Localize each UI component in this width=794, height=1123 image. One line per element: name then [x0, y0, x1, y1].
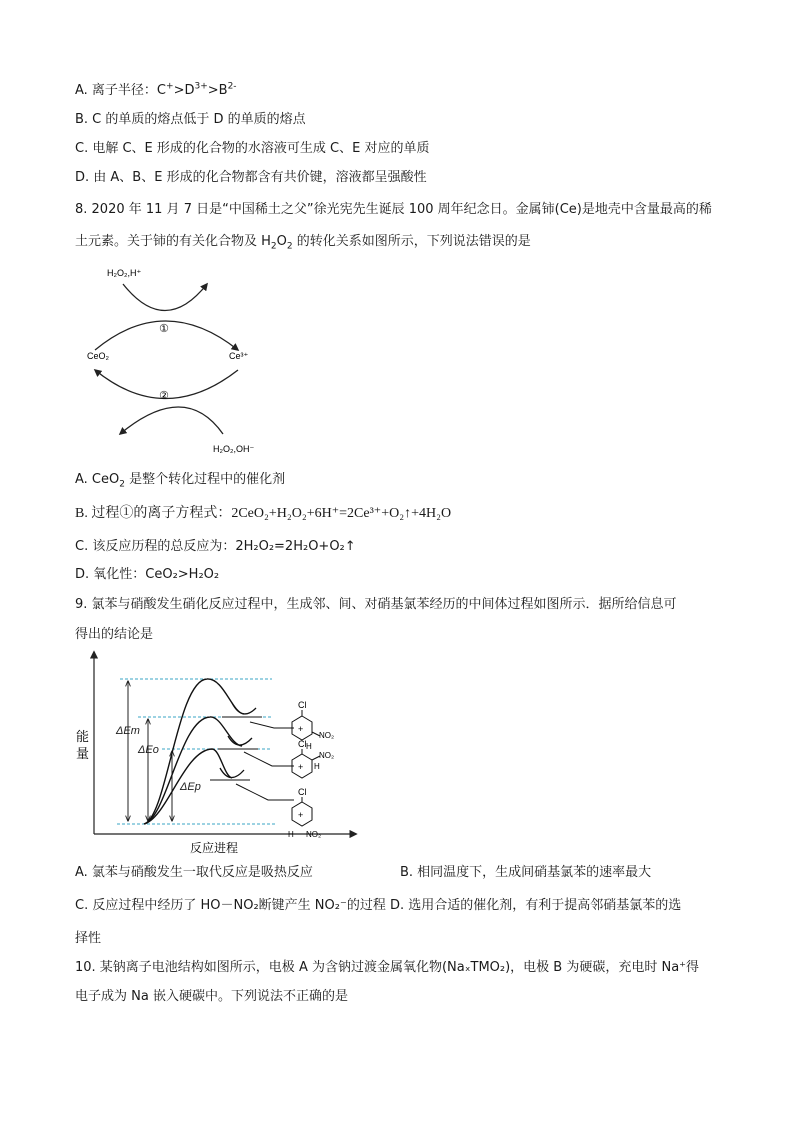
y-axis-label-1: 能 — [76, 729, 90, 744]
q8-stem-line1: 8. 2020 年 11 月 7 日是“中国稀土之父”徐光宪先生诞辰 100 周年纪念日。金属铈(Ce)是地壳中含量最高的稀 — [75, 202, 712, 217]
leader-ortho — [244, 752, 294, 766]
x-axis-label: 反应进程 — [190, 841, 239, 855]
bottom-small-arc — [120, 407, 223, 434]
energy-profile-graph — [72, 648, 362, 856]
svg-text:NO₂: NO₂ — [306, 830, 322, 839]
curve-ortho — [144, 717, 242, 824]
y-axis-label-2: 量 — [76, 746, 90, 761]
top-reagent-label: H₂O₂,H⁺ — [107, 268, 142, 278]
q7-option-b: B. C 的单质的熔点低于 D 的单质的熔点 — [75, 112, 306, 127]
q8-option-d: D. 氧化性：CeO₂>H₂O₂ — [75, 567, 220, 582]
q7-option-a: A. 离子半径：$C^+>D^{3+}>B^{2-}$ — [75, 81, 237, 98]
svg-text:+: + — [298, 762, 304, 772]
q9-option-c-d: C. 反应过程中经历了 HO－NO₂断键产生 NO₂⁻的过程 D. 选用合适的催化剂，有利于提高邻硝基氯苯的选 — [75, 898, 682, 913]
q10-stem-line2: 电子成为 Na 嵌入硬碳中。下列说法不正确的是 — [75, 989, 348, 1004]
svg-text:H: H — [288, 830, 294, 839]
delta-em-label: ΔEm — [116, 725, 140, 737]
ceo2-label: CeO₂ — [87, 351, 109, 361]
q9-option-a: A. 氯苯与硝酸发生一取代反应是吸热反应 — [75, 865, 313, 880]
q8-option-b: B. 过程①的离子方程式：2CeO₂+H₂O₂+6H⁺=2Ce³⁺+O₂↑+4H₂O — [75, 506, 452, 521]
curve-meta — [144, 679, 244, 824]
svg-text:NO₂: NO₂ — [319, 731, 335, 740]
svg-text:Cl: Cl — [298, 700, 307, 710]
q10-stem-line1: 10. 某钠离子电池结构如图所示，电极 A 为含钠过渡金属氧化物(NaₓTMO₂)，电极 B 为硬碳，充电时 Na⁺得 — [75, 960, 700, 975]
q9-option-d-continued: 择性 — [75, 931, 102, 946]
svg-text:H: H — [306, 742, 312, 751]
leader-meta — [250, 722, 294, 728]
para-intermediate-structure — [288, 787, 321, 839]
cerium-cycle-diagram — [75, 262, 275, 462]
step2-label: ② — [159, 390, 169, 402]
delta-eo-label: ΔEo — [138, 744, 159, 756]
q7-option-c: C. 电解 C、E 形成的化合物的水溶液可生成 C、E 对应的单质 — [75, 141, 430, 156]
bottom-reagent-label: H₂O₂,OH⁻ — [213, 444, 255, 454]
q9-option-b: B. 相同温度下，生成间硝基氯苯的速率最大 — [400, 865, 652, 880]
q7-option-d: D. 由 A、B、E 形成的化合物都含有共价键，溶液都呈强酸性 — [75, 170, 427, 185]
ortho-intermediate-structure — [292, 739, 334, 778]
q9-stem-line2: 得出的结论是 — [75, 627, 154, 642]
leader-para — [236, 784, 294, 800]
q8-option-a: A. CeO$_2$ 是整个转化过程中的催化剂 — [75, 472, 286, 490]
delta-ep-label: ΔEp — [180, 781, 201, 793]
svg-text:H: H — [314, 762, 320, 771]
svg-text:Cl: Cl — [298, 787, 307, 797]
svg-text:NO₂: NO₂ — [319, 751, 335, 760]
svg-text:+: + — [298, 724, 304, 734]
step1-label: ① — [159, 323, 169, 335]
well-para — [220, 768, 244, 778]
well-meta — [232, 703, 256, 714]
q8-stem-line2: 土元素。关于铈的有关化合物及 $H_2O_2$ 的转化关系如图所示，下列说法错误的是 — [75, 234, 531, 252]
q9-stem-line1: 9. 氯苯与硝酸发生硝化反应过程中，生成邻、间、对硝基氯苯经历的中间体过程如图所示．据所给信息可 — [75, 597, 677, 612]
svg-text:+: + — [298, 810, 304, 820]
q8-option-c: C. 该反应历程的总反应为：2H₂O₂=2H₂O+O₂↑ — [75, 539, 356, 554]
top-small-arc — [123, 284, 207, 311]
svg-text:Cl: Cl — [298, 739, 307, 749]
ce3plus-label: Ce³⁺ — [229, 351, 249, 361]
